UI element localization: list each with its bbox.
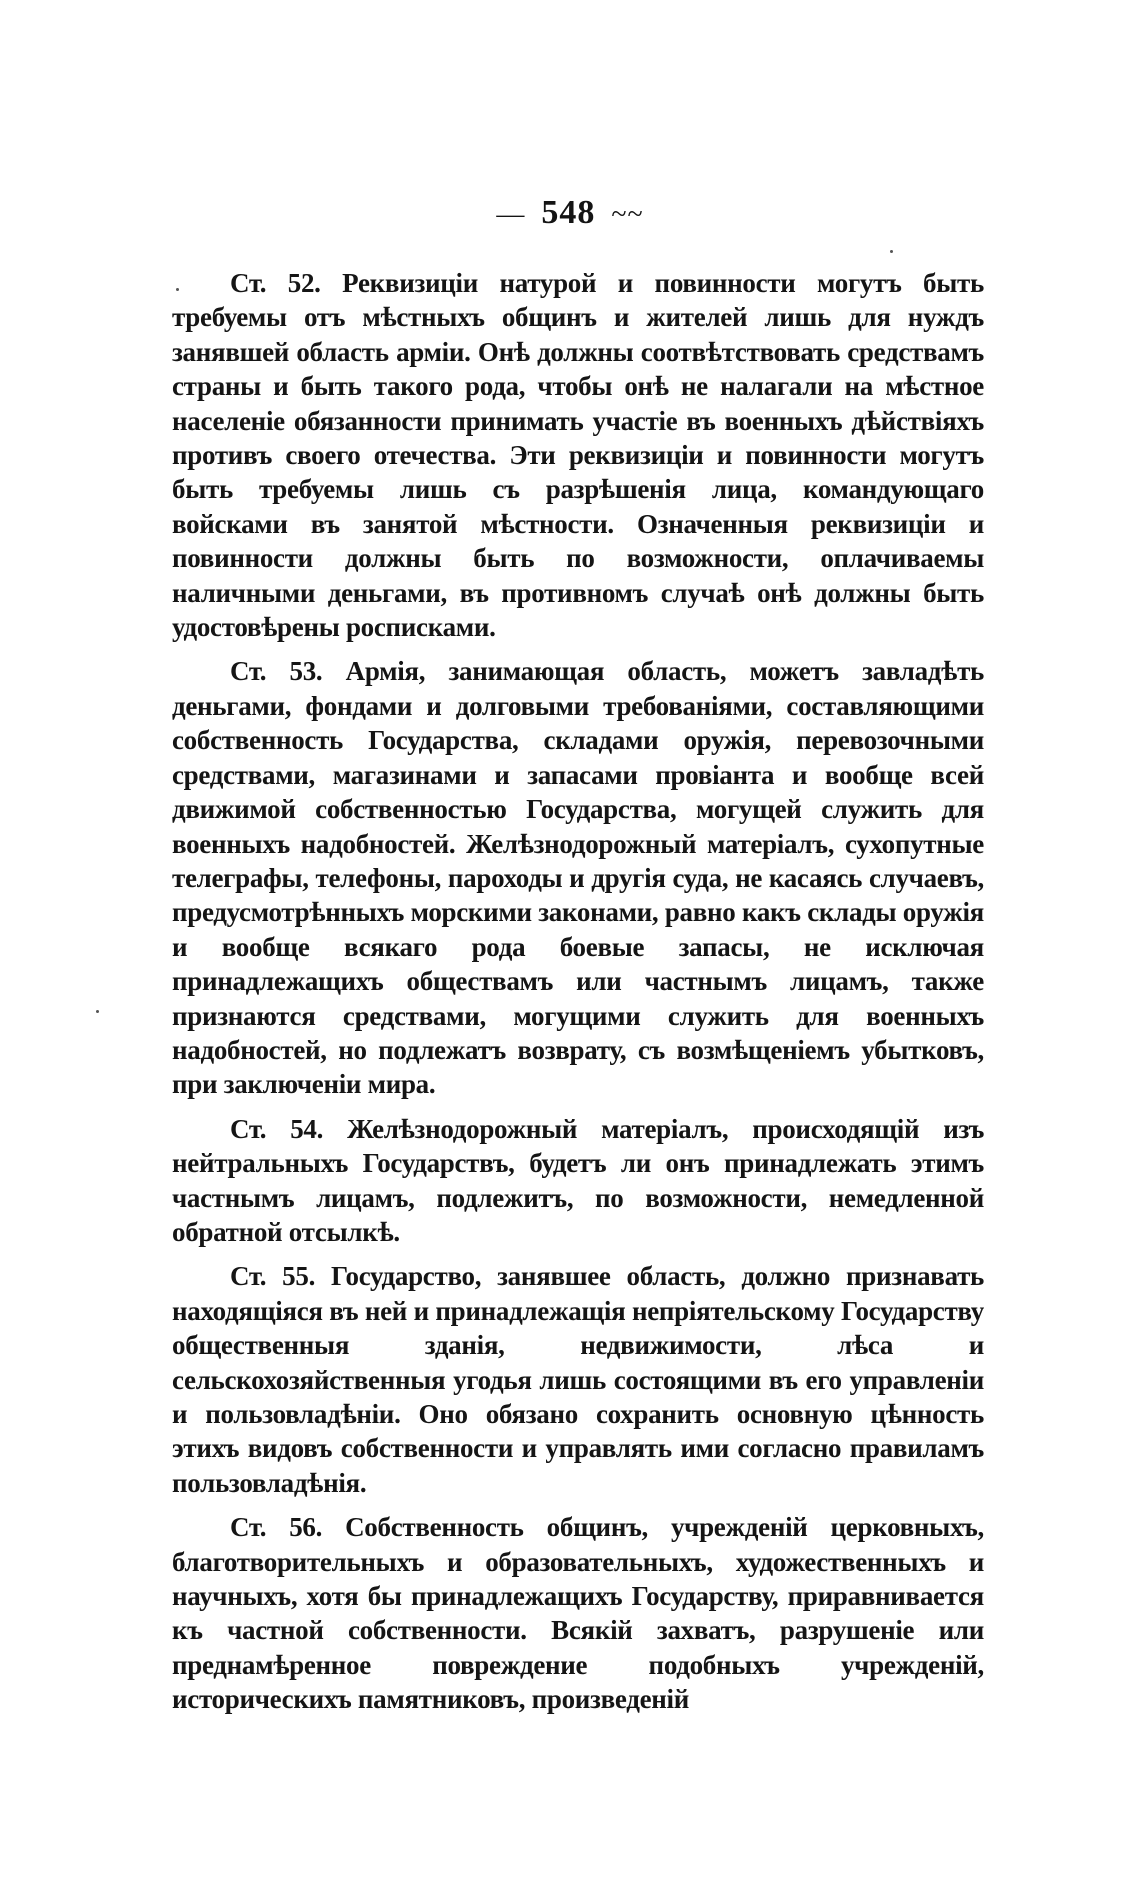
page-number-header (0, 194, 1140, 232)
left-dash-ornament: — (496, 199, 526, 231)
article-54 (172, 1112, 984, 1250)
body-text (172, 266, 984, 1727)
article-56 (172, 1510, 984, 1716)
print-speck (890, 250, 893, 253)
article-number: Ст. 54. (230, 1113, 324, 1144)
article-number: Ст. 53. (230, 656, 323, 687)
article-number: Ст. 55. (230, 1261, 316, 1292)
article-55 (172, 1259, 984, 1500)
article-text: Армія, занимающая область, можетъ завладѣть деньгами, фондами и долговыми требованіями, составляющими собственность Государства, складами оружія, перевозочными средствами, магазинами и запасами провіанта и вообще всей движимой собственностью Государства, могущей служить для военныхъ надобностей. Желѣзнодорожный матеріалъ, сухопутные телеграфы, телефоны, пароходы и другія суда, не касаясь случаевъ, предусмотрѣнныхъ морскими законами, равно какъ склады оружія и вообще всякаго рода боевые запасы, не исключая принадлежащихъ обществамъ или частнымъ лицамъ, также признаются средствами, могущими служить для военныхъ надобностей, но подлежатъ возврату, съ возмѣщеніемъ убытковъ, при заключеніи мира. (172, 656, 985, 1100)
article-text: Реквизиціи натурой и повинности могутъ быть требуемы отъ мѣстныхъ общинъ и жителей лишь для нуждъ занявшей область арміи. Онѣ должны соотвѣтствовать средствамъ страны и быть такого рода, чтобы онѣ не налагали на мѣстное населеніе обязанности принимать участіе въ военныхъ дѣйствіяхъ противъ своего отечества. Эти реквизиціи и повинности могутъ быть требуемы лишь съ разрѣшенія лица, командующаго войсками въ занятой мѣстности. Означенныя реквизиціи и повинности должны быть по возможности, оплачиваемы наличными деньгами, въ противномъ случаѣ онѣ должны быть удостовѣрены росписками. (172, 268, 984, 643)
article-52 (172, 266, 984, 644)
page-number: 548 (541, 194, 596, 231)
article-text: Желѣзнодорожный матеріалъ, происходящій изъ нейтральныхъ Государствъ, будетъ ли онъ принадлежать этимъ частнымъ лицамъ, подлежитъ, по возможности, немедленной обратной отсылкѣ. (172, 1113, 985, 1247)
article-text: Государство, занявшее область, должно признавать находящіяся въ ней и принадлежащія непріятельскому Государству общественныя зданія, недвижимости, лѣса и сельскохозяйственныя угодья лишь состоящими въ его управленіи и пользовладѣніи. Оно обязано сохранить основную цѣнность этихъ видовъ собственности и управлять ими согласно правиламъ пользовладѣнія. (172, 1261, 985, 1498)
article-text: Собственность общинъ, учрежденій церковныхъ, благотворительныхъ и образовательныхъ, художественныхъ и научныхъ, хотя бы принадлежащихъ Государству, приравнивается къ частной собственности. Всякій захватъ, разрушеніе или преднамѣренное повреждение подобныхъ учрежденій, историческихъ памятниковъ, произведеній (172, 1512, 985, 1715)
article-number: Ст. 56. (230, 1512, 323, 1543)
article-53 (172, 654, 984, 1101)
right-dash-ornament: ~~ (611, 199, 644, 231)
print-speck (96, 1010, 99, 1013)
article-number: Ст. 52. (230, 268, 321, 298)
